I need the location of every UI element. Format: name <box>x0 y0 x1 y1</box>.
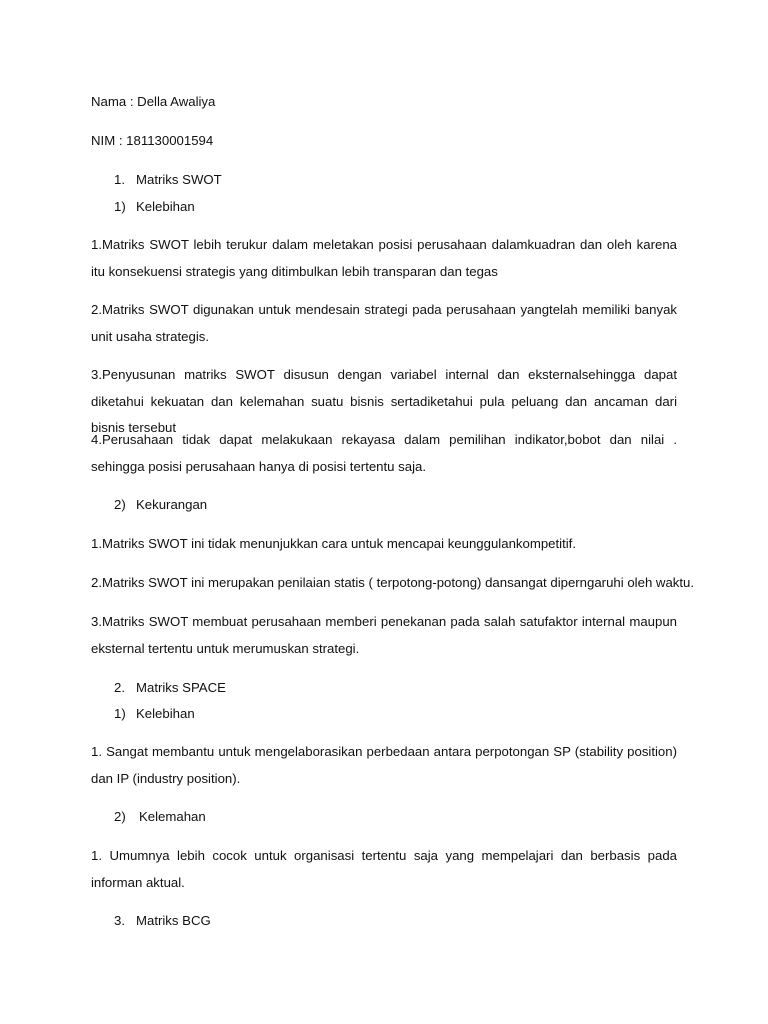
section-2-sub-2-title: Kelemahan <box>139 809 206 824</box>
section-1-sub-1-number: 1) <box>114 199 126 214</box>
paragraph: 4.Perusahaan tidak dapat melakukaan rekayasa dalam pemilihan indikator,bobot dan nilai . sehingga posisi perusahaan hanya di posisi tertentu saja. <box>91 432 677 474</box>
paragraph: 1.Matriks SWOT ini tidak menunjukkan cara untuk mencapai keunggulankompetitif. <box>91 536 577 551</box>
section-1-number: 1. <box>114 172 125 187</box>
section-1-title: Matriks SWOT <box>136 172 222 187</box>
section-1-sub-2-number: 2) <box>114 497 126 512</box>
paragraph: 1. Sangat membantu untuk mengelaborasikan perbedaan antara perpotongan SP (stability position) dan IP (industry position). <box>91 744 677 786</box>
paragraph: 1.Matriks SWOT lebih terukur dalam meletakan posisi perusahaan dalamkuadran dan oleh karena itu konsekuensi strategis yang ditimbulkan lebih transparan dan tegas <box>91 237 677 279</box>
section-1-sub-1-title: Kelebihan <box>136 199 195 214</box>
section-3-title: Matriks BCG <box>136 913 211 928</box>
student-nim: NIM : 181130001594 <box>91 133 214 148</box>
section-2-sub-1-title: Kelebihan <box>136 706 195 721</box>
paragraph: 2.Matriks SWOT digunakan untuk mendesain strategi pada perusahaan yangtelah memiliki banyak unit usaha strategis. <box>91 302 677 344</box>
section-3-number: 3. <box>114 913 125 928</box>
paragraph: 3.Matriks SWOT membuat perusahaan memberi penekanan pada salah satufaktor internal maupun eksternal tertentu untuk merumuskan strategi. <box>91 614 677 656</box>
student-name: Nama : Della Awaliya <box>91 94 216 109</box>
section-2-number: 2. <box>114 680 125 695</box>
paragraph: 1. Umumnya lebih cocok untuk organisasi tertentu saja yang mempelajari dan berbasis pada informan aktual. <box>91 848 677 890</box>
paragraph: 2.Matriks SWOT ini merupakan penilaian statis ( terpotong-potong) dansangat diperngaruhi oleh waktu. <box>91 575 695 590</box>
section-1-sub-2-title: Kekurangan <box>136 497 208 512</box>
section-2-sub-1-number: 1) <box>114 706 126 721</box>
section-2-sub-2-number: 2) <box>114 809 126 824</box>
section-2-title: Matriks SPACE <box>136 680 226 695</box>
paragraph: 3.Penyusunan matriks SWOT disusun dengan variabel internal dan eksternalsehingga dapat diketahui kekuatan dan kelemahan suatu bisnis sertadiketahui pula peluang dan ancaman dari bisnis tersebut <box>91 367 677 435</box>
